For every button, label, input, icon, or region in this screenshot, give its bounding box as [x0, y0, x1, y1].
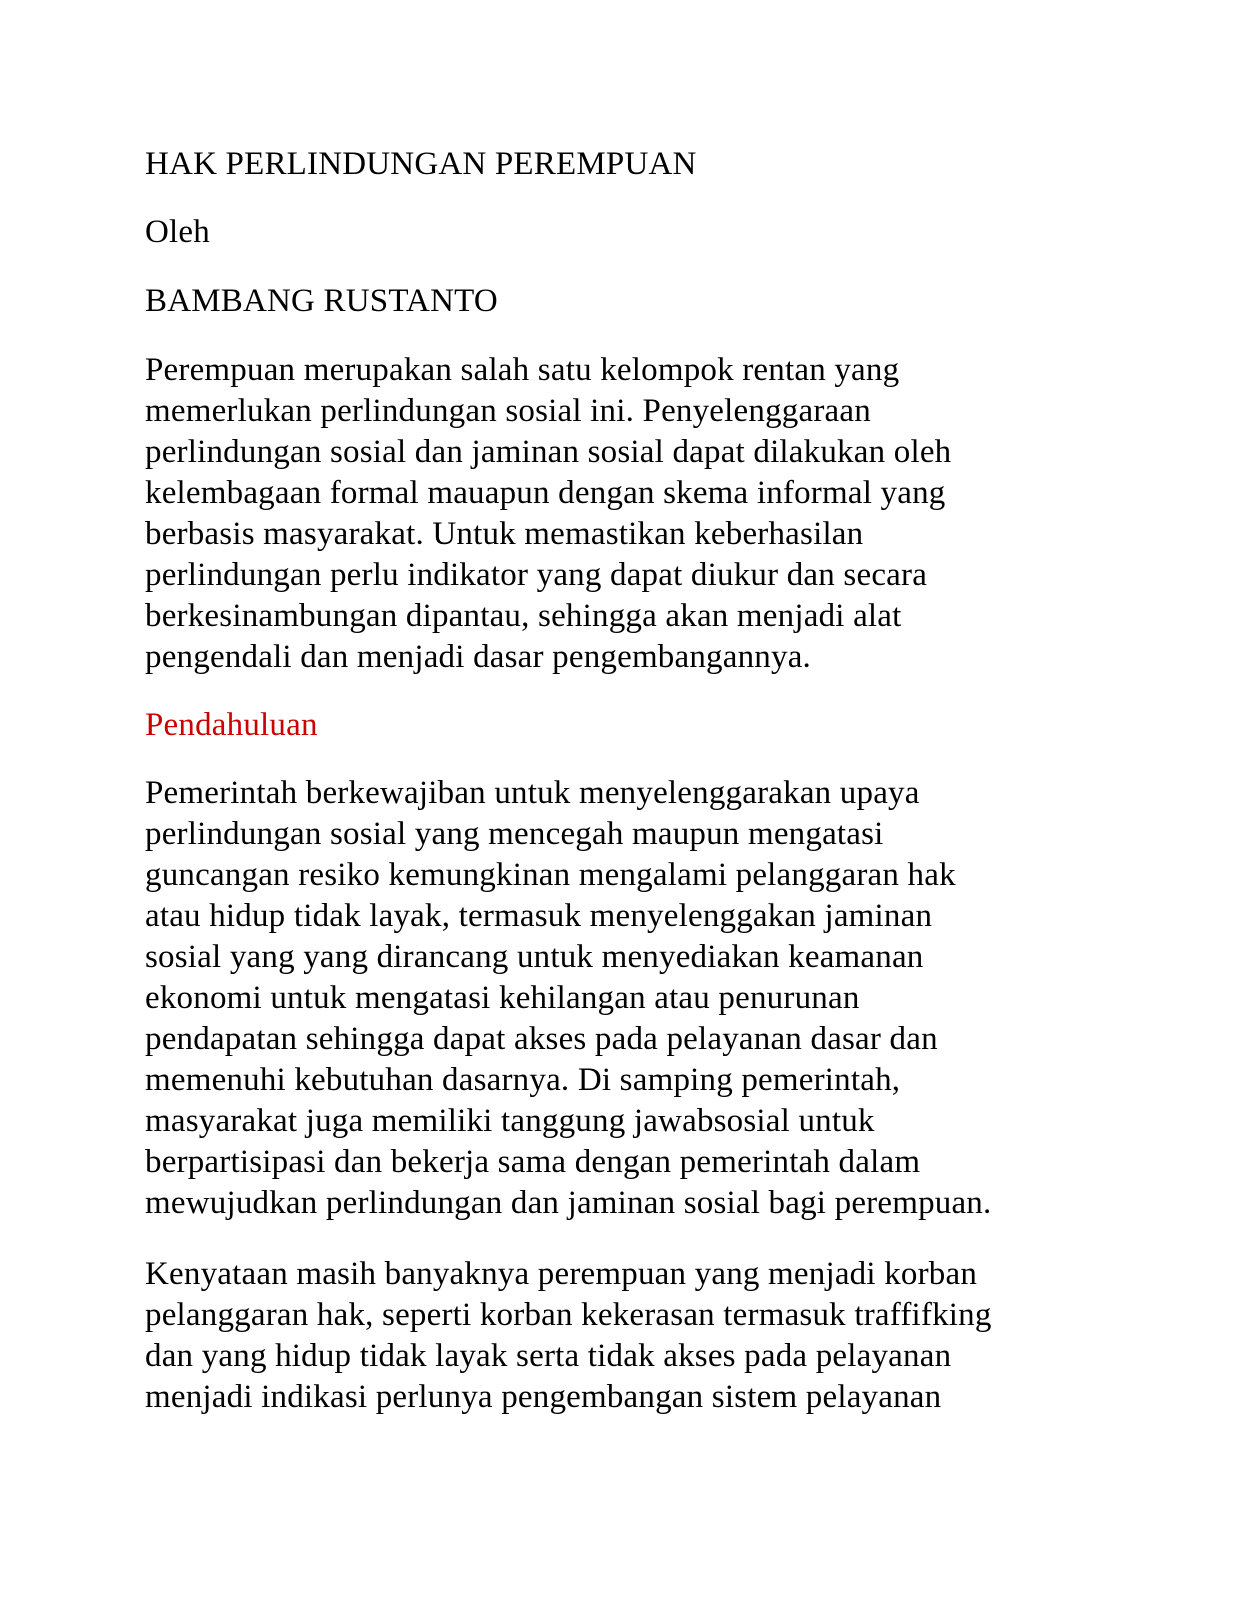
paragraph-line: masyarakat juga memiliki tanggung jawabsosial untuk: [145, 1103, 875, 1139]
paragraph-line: dan yang hidup tidak layak serta tidak akses pada pelayanan: [145, 1338, 952, 1374]
abstract-paragraph: [145, 350, 951, 678]
abstract-line: perlindungan sosial dan jaminan sosial dapat dilakukan oleh: [145, 434, 952, 470]
author-name: BAMBANG RUSTANTO: [145, 283, 498, 319]
paragraph-line: guncangan resiko kemungkinan mengalami pelanggaran hak: [145, 857, 956, 893]
document-title: HAK PERLINDUNGAN PEREMPUAN: [145, 146, 697, 182]
abstract-line: Perempuan merupakan salah satu kelompok rentan yang: [145, 352, 900, 388]
paragraph-line: berpartisipasi dan bekerja sama dengan pemerintah dalam: [145, 1144, 921, 1180]
paragraph-line: Kenyataan masih banyaknya perempuan yang menjadi korban: [145, 1256, 978, 1292]
abstract-line: memerlukan perlindungan sosial ini. Penyelenggaraan: [145, 393, 871, 429]
paragraph-line: pendapatan sehingga dapat akses pada pelayanan dasar dan: [145, 1021, 938, 1057]
abstract-line: perlindungan perlu indikator yang dapat diukur dan secara: [145, 557, 928, 593]
section-heading: Pendahuluan: [145, 707, 318, 743]
paragraph-line: menjadi indikasi perlunya pengembangan sistem pelayanan: [145, 1379, 942, 1415]
abstract-line: kelembagaan formal mauapun dengan skema informal yang: [145, 475, 946, 511]
paragraph-line: ekonomi untuk mengatasi kehilangan atau penurunan: [145, 980, 860, 1016]
paragraph-line: sosial yang yang dirancang untuk menyediakan keamanan: [145, 939, 924, 975]
abstract-line: berkesinambungan dipantau, sehingga akan menjadi alat: [145, 598, 902, 634]
body-paragraph-1: [145, 773, 991, 1224]
paragraph-line: perlindungan sosial yang mencegah maupun mengatasi: [145, 816, 884, 852]
abstract-line: pengendali dan menjadi dasar pengembangannya.: [145, 639, 812, 675]
abstract-line: berbasis masyarakat. Untuk memastikan keberhasilan: [145, 516, 864, 552]
paragraph-line: mewujudkan perlindungan dan jaminan sosial bagi perempuan.: [145, 1185, 992, 1221]
paragraph-line: memenuhi kebutuhan dasarnya. Di samping pemerintah,: [145, 1062, 901, 1098]
paragraph-line: pelanggaran hak, seperti korban kekerasan termasuk traffifking: [145, 1297, 992, 1333]
paragraph-line: Pemerintah berkewajiban untuk menyelenggarakan upaya: [145, 775, 920, 811]
paragraph-line: atau hidup tidak layak, termasuk menyelenggakan jaminan: [145, 898, 933, 934]
body-paragraph-2: [145, 1254, 992, 1418]
by-label: Oleh: [145, 214, 210, 250]
